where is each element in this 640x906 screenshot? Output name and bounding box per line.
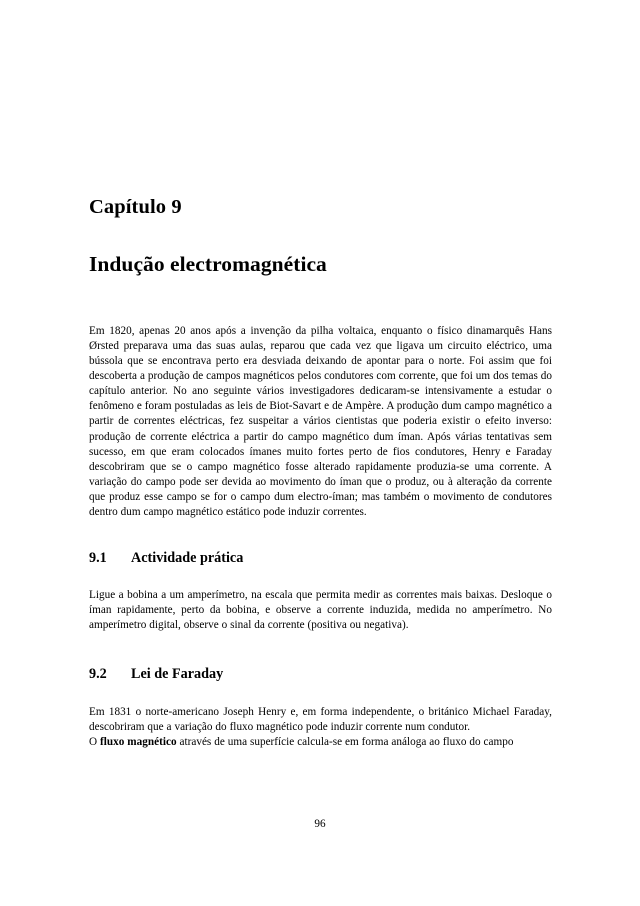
section-9-2-paragraph-2 [89,735,552,750]
chapter-label: Capítulo 9 [89,196,182,218]
flux-paragraph-rest: através de uma superfície calcula-se em forma análoga ao fluxo do campo [176,735,514,748]
section-9-2-paragraph: Em 1831 o norte-americano Joseph Henry e, em forma independente, o británico Michael Faraday, descobriram que a variação do fluxo magnético pode induzir corrente num condutor. [89,705,552,733]
flux-term-bold: fluxo magnético [100,735,177,748]
flux-paragraph-lead: O [89,735,101,748]
intro-paragraph: Em 1820, apenas 20 anos após a invenção da pilha voltaica, enquanto o físico dinamarquês Hans Ørsted preparava uma das suas aulas, reparou que cada vez que ligava um circuito eléctrico, uma bússola que se encontrava perto era desviada deixando de apontar para o norte. Foi assim que foi descoberta a produção de campos magnéticos pelos condutores com corrente, que foi um dos temas do capítulo anterior. No ano seguinte vários investigadores dedicaram-se intensivamente a estudar o fenômeno e foram postuladas as leis de Biot-Savart e de Ampère. A produção dum campo magnético a partir de correntes eléctricas, fez suspeitar a vários cientistas que poderia existir o efeito inverso: produção de corrente eléctrica a partir do campo magnético dum íman. Após várias tentativas sem sucesso, em que eram colocados ímanes muito fortes perto de fios condutores, Henry e Faraday descobriram que se o campo magnético fosse alterado rapidamente produzia-se uma corrente. A variação do campo pode ser devida ao movimento do íman que o produz, ou à alteração da corrente que produz esse campo se for o campo dum electro-íman; mas também o movimento de condutores dentro dum campo magnético estático pode induzir correntes. [89,325,552,518]
section-9-1 [89,550,552,633]
section-9-2-title: Lei de Faraday [131,666,224,683]
page-content [89,196,552,750]
section-9-2 [89,666,552,749]
section-9-2-number: 9.2 [89,666,107,683]
section-9-1-number: 9.1 [89,549,107,566]
section-9-1-heading [89,550,552,566]
section-9-1-title: Actividade prática [131,549,244,566]
chapter-title: Indução electromagnética [89,251,327,276]
section-9-2-heading [89,666,552,682]
section-9-1-paragraph: Ligue a bobina a um amperímetro, na escala que permita medir as correntes mais baixas. Desloque o íman rapidamente, perto da bobina, e observe a corrente induzida, medida no amperímetro. No amperímetro digital, observe o sinal da corrente (positiva ou negativa). [89,589,552,632]
page-number: 96 [314,818,326,830]
